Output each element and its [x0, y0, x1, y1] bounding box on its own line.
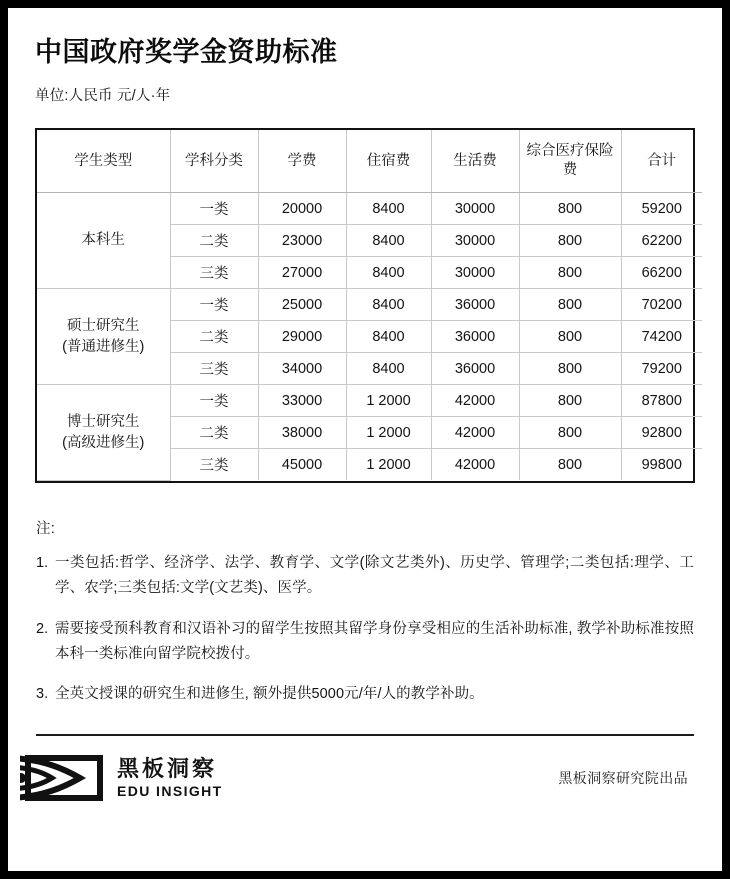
total-cell: 79200 [621, 353, 702, 385]
brand-lockup [20, 754, 223, 802]
living-cell: 30000 [431, 257, 519, 289]
category-cell: 一类 [170, 193, 258, 225]
student-type-sublabel: (高级进修生) [62, 434, 145, 451]
living-cell: 30000 [431, 193, 519, 225]
insurance-cell: 800 [519, 449, 621, 481]
category-cell: 一类 [170, 385, 258, 417]
accommodation-cell: 8400 [346, 289, 431, 321]
living-cell: 42000 [431, 417, 519, 449]
table-row [37, 289, 702, 321]
total-cell: 59200 [621, 193, 702, 225]
tuition-cell: 34000 [258, 353, 346, 385]
col-header-discipline-category: 学科分类 [170, 130, 258, 193]
table-body [37, 193, 702, 481]
accommodation-cell: 8400 [346, 193, 431, 225]
fee-table-container [35, 128, 695, 483]
student-type-label: 本科生 [81, 232, 125, 249]
living-cell: 36000 [431, 321, 519, 353]
student-type-label: 博士研究生 [67, 413, 140, 430]
col-header-accommodation: 住宿费 [346, 130, 431, 193]
producer-credit: 黑板洞察研究院出品 [558, 769, 688, 786]
total-cell: 62200 [621, 225, 702, 257]
col-header-insurance: 综合医疗保险费 [519, 130, 621, 193]
accommodation-cell: 8400 [346, 225, 431, 257]
note-number: 1. [36, 554, 49, 571]
student-type-cell [37, 385, 170, 481]
total-cell: 66200 [621, 257, 702, 289]
tuition-cell: 33000 [258, 385, 346, 417]
accommodation-cell: 1 2000 [346, 449, 431, 481]
category-cell: 三类 [170, 449, 258, 481]
note-number: 2. [36, 620, 49, 637]
note-item [36, 551, 694, 602]
category-cell: 二类 [170, 321, 258, 353]
note-text: 全英文授课的研究生和进修生, 额外提供5000元/年/人的教学补助。 [55, 686, 484, 703]
scholarship-fee-table [37, 130, 702, 481]
total-cell: 92800 [621, 417, 702, 449]
table-header-row [37, 130, 702, 193]
footer [28, 754, 694, 802]
edu-insight-eye-logo-icon [20, 754, 106, 802]
tuition-cell: 29000 [258, 321, 346, 353]
poster-inner [8, 8, 722, 871]
living-cell: 30000 [431, 225, 519, 257]
accommodation-cell: 1 2000 [346, 385, 431, 417]
total-cell: 99800 [621, 449, 702, 481]
student-type-sublabel: (普通进修生) [62, 338, 145, 355]
accommodation-cell: 8400 [346, 321, 431, 353]
tuition-cell: 45000 [258, 449, 346, 481]
total-cell: 74200 [621, 321, 702, 353]
tuition-cell: 20000 [258, 193, 346, 225]
notes-heading: 注: [36, 520, 55, 537]
brand-name-cn: 黑板洞察 [117, 755, 218, 781]
student-type-cell [37, 193, 170, 289]
insurance-cell: 800 [519, 417, 621, 449]
table-row [37, 193, 702, 225]
insurance-cell: 800 [519, 225, 621, 257]
insurance-cell: 800 [519, 257, 621, 289]
total-cell: 70200 [621, 289, 702, 321]
living-cell: 42000 [431, 385, 519, 417]
insurance-cell: 800 [519, 321, 621, 353]
unit-subtitle: 单位:人民币 元/人·年 [35, 88, 171, 105]
accommodation-cell: 8400 [346, 257, 431, 289]
col-header-tuition: 学费 [258, 130, 346, 193]
tuition-cell: 38000 [258, 417, 346, 449]
student-type-label: 硕士研究生 [67, 317, 140, 334]
table-header [37, 130, 702, 193]
category-cell: 一类 [170, 289, 258, 321]
brand-text [117, 755, 223, 799]
col-header-total: 合计 [621, 130, 702, 193]
total-cell: 87800 [621, 385, 702, 417]
accommodation-cell: 8400 [346, 353, 431, 385]
living-cell: 42000 [431, 449, 519, 481]
note-item [36, 617, 694, 668]
notes-section [36, 517, 694, 708]
insurance-cell: 800 [519, 385, 621, 417]
note-item [36, 682, 694, 707]
category-cell: 三类 [170, 257, 258, 289]
category-cell: 三类 [170, 353, 258, 385]
note-number: 3. [36, 686, 49, 703]
insurance-cell: 800 [519, 353, 621, 385]
table-row [37, 385, 702, 417]
category-cell: 二类 [170, 225, 258, 257]
accommodation-cell: 1 2000 [346, 417, 431, 449]
footer-divider [36, 734, 694, 736]
insurance-cell: 800 [519, 289, 621, 321]
note-text: 需要接受预科教育和汉语补习的留学生按照其留学身份享受相应的生活补助标准, 教学补助标准按照本科一类标准向留学院校拨付。 [55, 620, 694, 663]
living-cell: 36000 [431, 353, 519, 385]
living-cell: 36000 [431, 289, 519, 321]
brand-name-en: EDU INSIGHT [117, 782, 223, 799]
page-title: 中国政府奖学金资助标准 [35, 37, 338, 67]
category-cell: 二类 [170, 417, 258, 449]
col-header-living: 生活费 [431, 130, 519, 193]
tuition-cell: 23000 [258, 225, 346, 257]
tuition-cell: 27000 [258, 257, 346, 289]
col-header-student-type: 学生类型 [37, 130, 170, 193]
tuition-cell: 25000 [258, 289, 346, 321]
insurance-cell: 800 [519, 193, 621, 225]
student-type-cell [37, 289, 170, 385]
note-text: 一类包括:哲学、经济学、法学、教育学、文学(除文艺类外)、历史学、管理学;二类包括:理学、工学、农学;三类包括:文学(文艺类)、医学。 [55, 554, 694, 597]
